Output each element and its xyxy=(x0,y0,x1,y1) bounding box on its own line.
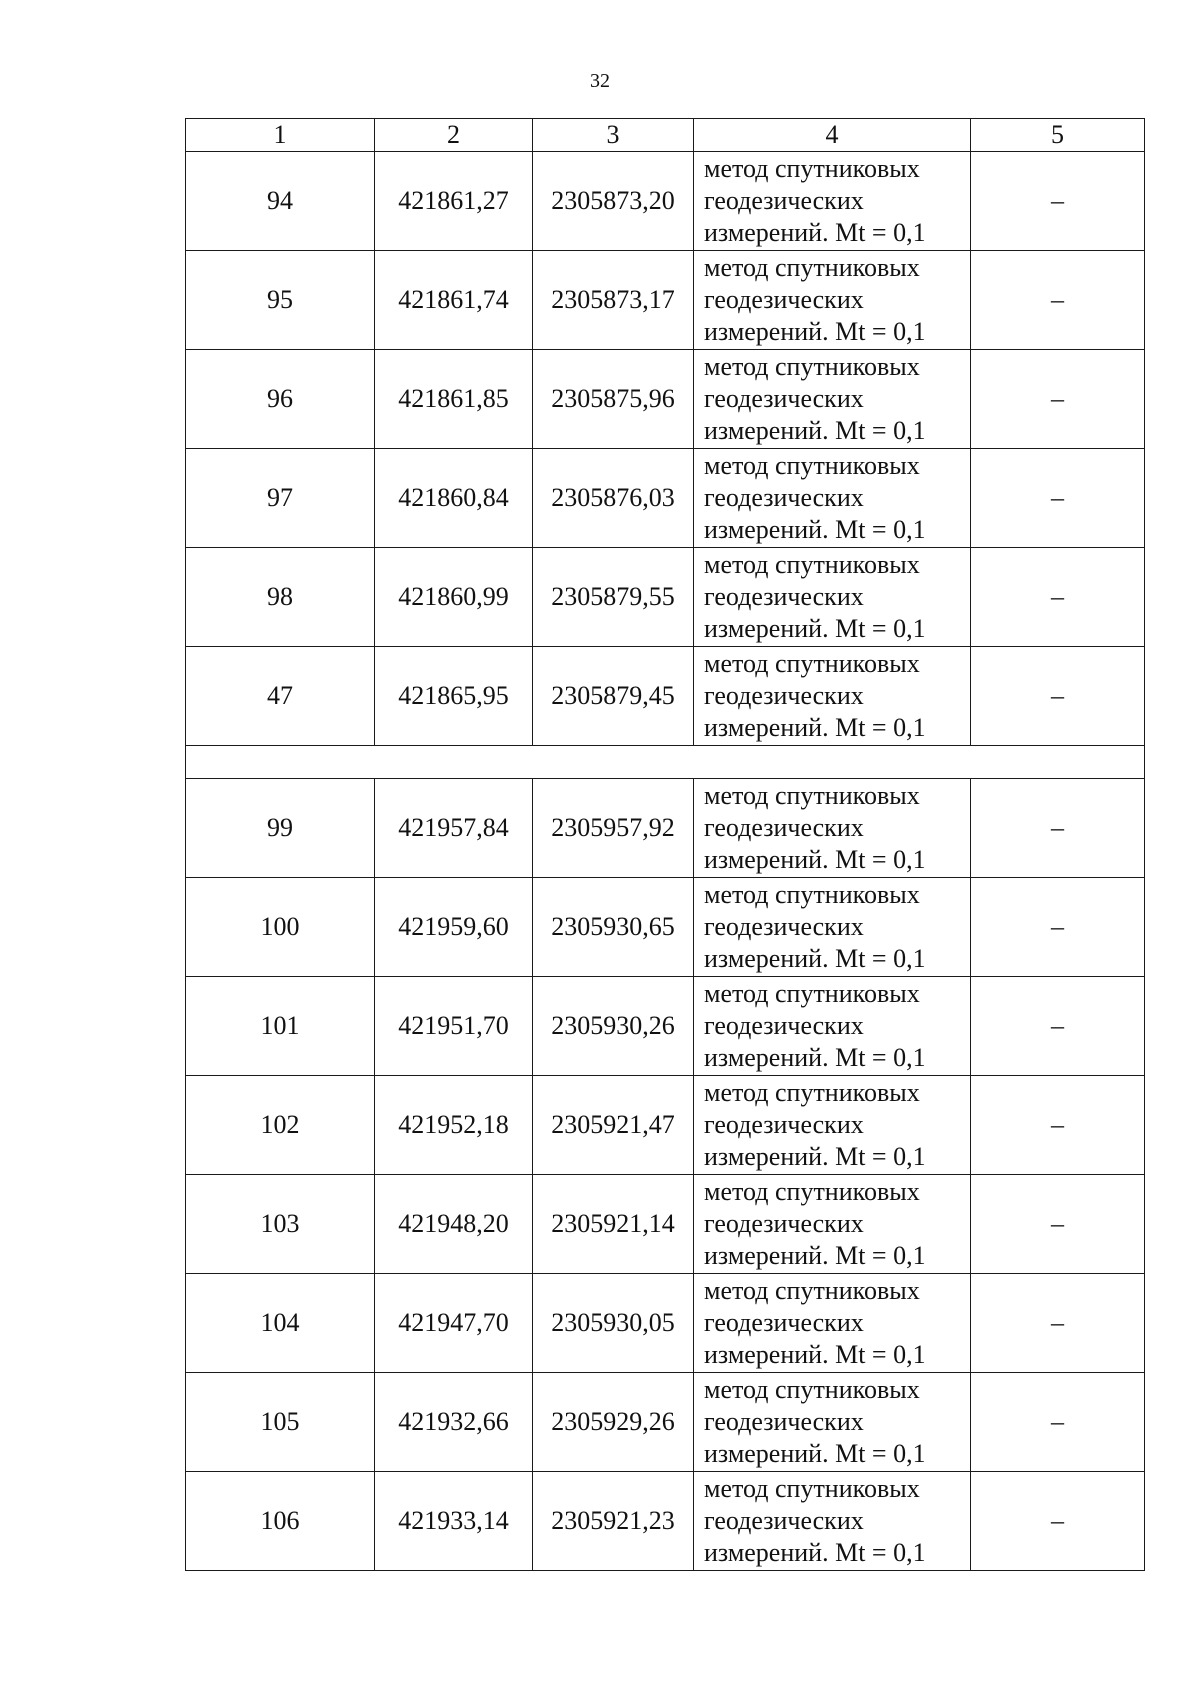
table-row xyxy=(186,1076,1145,1175)
x-coordinate-cell: 421865,95 xyxy=(375,647,533,746)
x-coordinate-cell: 421861,27 xyxy=(375,152,533,251)
x-coordinate-cell: 421932,66 xyxy=(375,1373,533,1472)
table-row xyxy=(186,152,1145,251)
y-coordinate-cell: 2305921,47 xyxy=(533,1076,694,1175)
method-text: метод спутниковых геодезических измерений. Mt = 0,1 xyxy=(704,880,926,973)
point-number-cell: 47 xyxy=(186,647,375,746)
table-row xyxy=(186,647,1145,746)
method-text: метод спутниковых геодезических измерений. Mt = 0,1 xyxy=(704,1177,926,1270)
x-coordinate-cell: 421952,18 xyxy=(375,1076,533,1175)
note-cell: – xyxy=(971,647,1145,746)
method-text: метод спутниковых геодезических измерений. Mt = 0,1 xyxy=(704,154,926,247)
method-text: метод спутниковых геодезических измерений. Mt = 0,1 xyxy=(704,781,926,874)
y-coordinate-cell: 2305930,05 xyxy=(533,1274,694,1373)
method-cell xyxy=(694,1472,971,1571)
header-cell-3: 3 xyxy=(533,119,694,152)
point-number-cell: 98 xyxy=(186,548,375,647)
y-coordinate-cell: 2305957,92 xyxy=(533,779,694,878)
table-separator-row xyxy=(186,746,1145,779)
method-text: метод спутниковых геодезических измерений. Mt = 0,1 xyxy=(704,649,926,742)
coordinates-table-body xyxy=(186,119,1145,1571)
note-cell: – xyxy=(971,1472,1145,1571)
note-cell: – xyxy=(971,1076,1145,1175)
method-cell xyxy=(694,1076,971,1175)
point-number-cell: 105 xyxy=(186,1373,375,1472)
table-row xyxy=(186,548,1145,647)
header-cell-1: 1 xyxy=(186,119,375,152)
x-coordinate-cell: 421860,99 xyxy=(375,548,533,647)
point-number-cell: 97 xyxy=(186,449,375,548)
x-coordinate-cell: 421861,74 xyxy=(375,251,533,350)
y-coordinate-cell: 2305929,26 xyxy=(533,1373,694,1472)
note-cell: – xyxy=(971,779,1145,878)
table-row xyxy=(186,779,1145,878)
table-row xyxy=(186,350,1145,449)
header-cell-5: 5 xyxy=(971,119,1145,152)
note-cell: – xyxy=(971,1175,1145,1274)
table-row xyxy=(186,1472,1145,1571)
y-coordinate-cell: 2305876,03 xyxy=(533,449,694,548)
method-cell xyxy=(694,152,971,251)
table-row xyxy=(186,1373,1145,1472)
method-text: метод спутниковых геодезических измерений. Mt = 0,1 xyxy=(704,1474,926,1567)
point-number-cell: 95 xyxy=(186,251,375,350)
point-number-cell: 94 xyxy=(186,152,375,251)
coordinates-table xyxy=(185,118,1145,1571)
method-cell xyxy=(694,548,971,647)
coordinates-table-container xyxy=(185,118,1145,1571)
note-cell: – xyxy=(971,449,1145,548)
method-cell xyxy=(694,350,971,449)
method-cell xyxy=(694,1373,971,1472)
method-text: метод спутниковых геодезических измерений. Mt = 0,1 xyxy=(704,253,926,346)
point-number-cell: 103 xyxy=(186,1175,375,1274)
y-coordinate-cell: 2305879,55 xyxy=(533,548,694,647)
point-number-cell: 99 xyxy=(186,779,375,878)
y-coordinate-cell: 2305921,23 xyxy=(533,1472,694,1571)
note-cell: – xyxy=(971,350,1145,449)
method-text: метод спутниковых геодезических измерений. Mt = 0,1 xyxy=(704,1276,926,1369)
table-row xyxy=(186,977,1145,1076)
table-row xyxy=(186,1274,1145,1373)
x-coordinate-cell: 421933,14 xyxy=(375,1472,533,1571)
method-cell xyxy=(694,449,971,548)
method-cell xyxy=(694,1274,971,1373)
y-coordinate-cell: 2305873,20 xyxy=(533,152,694,251)
method-cell xyxy=(694,1175,971,1274)
y-coordinate-cell: 2305930,65 xyxy=(533,878,694,977)
separator-cell xyxy=(186,746,1145,779)
point-number-cell: 101 xyxy=(186,977,375,1076)
x-coordinate-cell: 421861,85 xyxy=(375,350,533,449)
method-cell xyxy=(694,251,971,350)
point-number-cell: 102 xyxy=(186,1076,375,1175)
method-text: метод спутниковых геодезических измерений. Mt = 0,1 xyxy=(704,352,926,445)
table-header-row xyxy=(186,119,1145,152)
point-number-cell: 96 xyxy=(186,350,375,449)
note-cell: – xyxy=(971,251,1145,350)
table-row xyxy=(186,878,1145,977)
method-cell xyxy=(694,878,971,977)
table-row xyxy=(186,449,1145,548)
y-coordinate-cell: 2305930,26 xyxy=(533,977,694,1076)
table-row xyxy=(186,1175,1145,1274)
note-cell: – xyxy=(971,1274,1145,1373)
method-cell xyxy=(694,647,971,746)
x-coordinate-cell: 421951,70 xyxy=(375,977,533,1076)
method-text: метод спутниковых геодезических измерений. Mt = 0,1 xyxy=(704,550,926,643)
method-text: метод спутниковых геодезических измерений. Mt = 0,1 xyxy=(704,451,926,544)
note-cell: – xyxy=(971,548,1145,647)
y-coordinate-cell: 2305921,14 xyxy=(533,1175,694,1274)
table-row xyxy=(186,251,1145,350)
y-coordinate-cell: 2305879,45 xyxy=(533,647,694,746)
point-number-cell: 106 xyxy=(186,1472,375,1571)
method-text: метод спутниковых геодезических измерений. Mt = 0,1 xyxy=(704,979,926,1072)
note-cell: – xyxy=(971,152,1145,251)
note-cell: – xyxy=(971,977,1145,1076)
y-coordinate-cell: 2305873,17 xyxy=(533,251,694,350)
method-text: метод спутниковых геодезических измерений. Mt = 0,1 xyxy=(704,1078,926,1171)
y-coordinate-cell: 2305875,96 xyxy=(533,350,694,449)
header-cell-2: 2 xyxy=(375,119,533,152)
note-cell: – xyxy=(971,1373,1145,1472)
method-text: метод спутниковых геодезических измерений. Mt = 0,1 xyxy=(704,1375,926,1468)
x-coordinate-cell: 421948,20 xyxy=(375,1175,533,1274)
page-number: 32 xyxy=(590,70,610,92)
method-cell xyxy=(694,977,971,1076)
x-coordinate-cell: 421959,60 xyxy=(375,878,533,977)
header-cell-4: 4 xyxy=(694,119,971,152)
x-coordinate-cell: 421947,70 xyxy=(375,1274,533,1373)
note-cell: – xyxy=(971,878,1145,977)
point-number-cell: 100 xyxy=(186,878,375,977)
x-coordinate-cell: 421860,84 xyxy=(375,449,533,548)
method-cell xyxy=(694,779,971,878)
x-coordinate-cell: 421957,84 xyxy=(375,779,533,878)
point-number-cell: 104 xyxy=(186,1274,375,1373)
